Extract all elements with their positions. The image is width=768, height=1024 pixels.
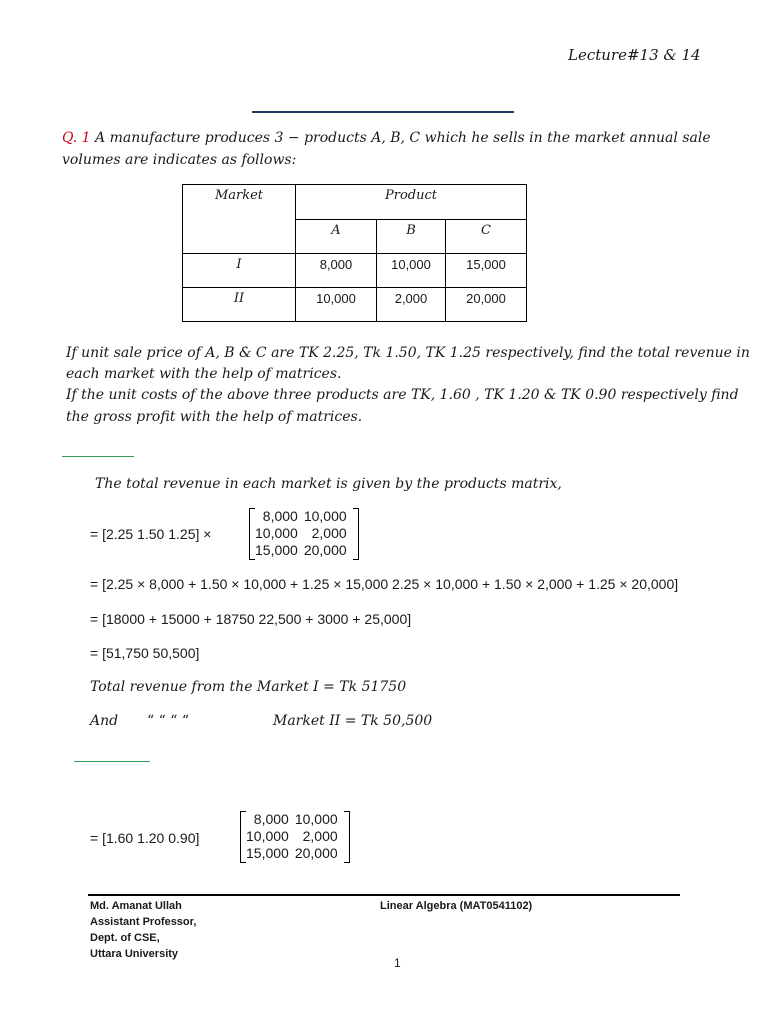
problem-line-2: each market with the help of matrices. <box>66 366 342 382</box>
result-market-2: Market II = Tk 50,500 <box>273 713 433 729</box>
page-number: 1 <box>394 956 401 970</box>
market-header: Market <box>214 188 264 203</box>
footer-rule <box>88 894 680 896</box>
problem-line-1: If unit sale price of A, B & C are TK 2.25, Tk 1.50, TK 1.25 respectively, find the total revenue in <box>66 345 750 361</box>
table-row <box>183 254 527 288</box>
step-3: = [51,750 50,500] <box>90 645 200 661</box>
problem-line-4: the gross profit with the help of matrices. <box>66 409 363 425</box>
question-line-2: volumes are indicates as follows: <box>62 152 297 168</box>
product-header-cell <box>296 185 527 220</box>
solution-intro: The total revenue in each market is given by the products matrix, <box>95 476 562 492</box>
author-title: Assistant Professor, <box>90 916 197 928</box>
market-cell: II <box>183 288 296 322</box>
solution-rule-2 <box>74 761 150 762</box>
product-a-header: A <box>296 219 377 254</box>
author-dept: Dept. of CSE, <box>90 932 160 944</box>
course-name: Linear Algebra (MAT0541102) <box>380 900 533 912</box>
row-vector-2: = [1.60 1.20 0.90] <box>90 830 200 846</box>
ditto-marks: “ “ “ “ <box>147 713 189 729</box>
value-cell: 2,000 <box>377 288 446 322</box>
row-vector-1: = [2.25 1.50 1.25] × <box>90 526 212 542</box>
value-cell: 10,000 <box>377 254 446 288</box>
sales-table <box>182 184 527 322</box>
result-market-1: Total revenue from the Market I = Tk 51750 <box>90 679 407 695</box>
title-rule <box>252 111 514 113</box>
solution-rule-1 <box>62 456 134 457</box>
market-header-cell <box>183 185 296 254</box>
lecture-header: Lecture#13 & 14 <box>568 46 701 64</box>
table-row <box>183 288 527 322</box>
problem-line-3: If the unit costs of the above three products are TK, 1.60 , TK 1.20 & TK 0.90 respectively find <box>66 387 739 403</box>
step-2: = [18000 + 15000 + 18750 22,500 + 3000 + 25,000] <box>90 611 412 627</box>
author-name: Md. Amanat Ullah <box>90 900 182 912</box>
question-line-1 <box>62 130 711 146</box>
quantity-matrix-1: 8,000 10,000 10,000 2,000 15,000 20,000 <box>249 508 359 559</box>
value-cell: 8,000 <box>296 254 377 288</box>
step-1: = [2.25 × 8,000 + 1.50 × 10,000 + 1.25 × 15,000 2.25 × 10,000 + 1.50 × 2,000 + 1.25 × 20,000] <box>90 576 679 592</box>
author-university: Uttara University <box>90 948 179 960</box>
product-b-header: B <box>377 219 446 254</box>
product-c-header: C <box>446 219 527 254</box>
value-cell: 15,000 <box>446 254 527 288</box>
product-header: Product <box>385 188 437 203</box>
question-text-1: A manufacture produces 3 − products A, B, C which he sells in the market annual sale <box>95 130 711 146</box>
value-cell: 10,000 <box>296 288 377 322</box>
question-label: Q. 1 <box>62 130 91 146</box>
footer-author-block <box>90 898 196 962</box>
market-cell: I <box>183 254 296 288</box>
quantity-matrix-2: 8,000 10,000 10,000 2,000 15,000 20,000 <box>240 811 350 862</box>
result-and: And <box>90 713 119 729</box>
value-cell: 20,000 <box>446 288 527 322</box>
